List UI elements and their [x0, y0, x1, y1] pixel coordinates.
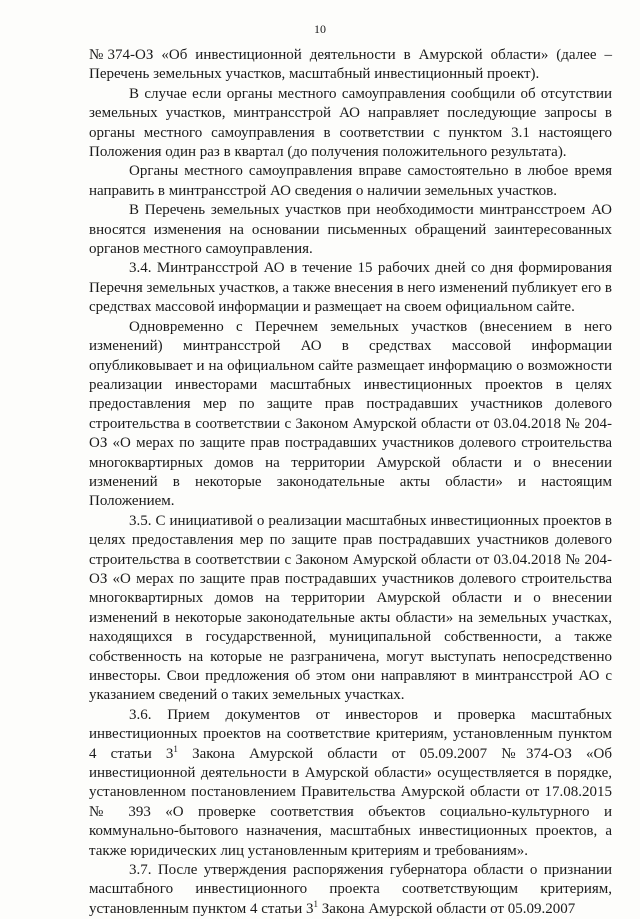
paragraph-2: В случае если органы местного самоуправления сообщили об отсутствии земельных участков, минтрансстрой АО направляет последующие запросы в органы местного самоуправления в соответствии с пунктом 3.1 настоящего Положения один раз в квартал (до получения положительного результата). — [89, 85, 612, 161]
paragraph-1: №374-ОЗ «Об инвестиционной деятельности в Амурской области» (далее – Перечень земельных участков, масштабный инвестиционный проект). — [89, 47, 612, 83]
paragraph-3-5: 3.5. С инициативой о реализации масштабных инвестиционных проектов в целях предоставления мер по защите прав пострадавших участников долевого строительства в соответствии с Законом Амурской области от 03.04.2018 № 204-ОЗ «О мерах по защите прав пострадавших участников долевого строительства многоквартирных домов на территории Амурской области и о внесении изменений в некоторые законодательные акты области» на земельных участках, находящихся в государственной, муниципальной собственности, а также собственность на которые не разграничена, могут выступать непосредственно инвесторы. Свои предложения об этом они направляют в минтрансстрой АО с указанием сведений о таких земельных участках. — [89, 512, 612, 704]
paragraph-3-4: 3.4. Минтрансстрой АО в течение 15 рабочих дней со дня формирования Перечня земельных участков, а также внесения в него изменений публикует его в средствах массовой информации и размещает на своем официальном сайте. — [89, 260, 612, 316]
superscript: 1 — [313, 898, 319, 909]
paragraph-3-7-after: Закона Амурской области от 05.09.2007 — [318, 900, 576, 917]
paragraph-3-7-before: 3.7. После утверждения распоряжения губернатора области о признании масштабного инвестиционного проекта соответствующим критериям, установленным пунктом 4 статьи 3 — [89, 862, 612, 917]
paragraph-3: Органы местного самоуправления вправе самостоятельно в любое время направить в минтрансстрой АО сведения о наличии земельных участков. — [89, 163, 612, 199]
paragraph-6: Одновременно с Перечнем земельных участков (внесением в него изменений) минтрансстрой АО в средствах массовой информации опубликовывает и на официальном сайте размещает информацию о возможности реализации инвесторами масштабных инвестиционных проектов в целях предоставления мер по защите прав пострадавших участников долевого строительства в соответствии с Законом Амурской области от 03.04.2018 № 204-ОЗ «О мерах по защите прав пострадавших участников долевого строительства многоквартирных домов на территории Амурской области и о внесении изменений в некоторые законодательные акты области» и настоящим Положением. — [89, 318, 612, 510]
paragraph-3-6 — [89, 706, 612, 861]
paragraph-3-6-after: Закона Амурской области от 05.09.2007 №374-ОЗ «Об инвестиционной деятельности в Амурской области» осуществляется в порядке, установленном постановлением Правительства Амурской области от 17.08.2015 № 393 «О проверке соответствия объектов социально-культурного и коммунально-бытового назначения, масштабных инвестиционных проектов, а также юридических лиц установленным критериям и требованиям». — [89, 745, 612, 859]
document-body — [89, 46, 612, 919]
superscript: 1 — [173, 743, 178, 754]
page-number: 10 — [314, 22, 326, 36]
paragraph-4: В Перечень земельных участков при необходимости минтрансстроем АО вносятся изменения на основании письменных обращений заинтересованных органов местного самоуправления. — [89, 202, 612, 258]
paragraph-3-7 — [89, 861, 612, 919]
paragraph-3-6-before: 3.6. Прием документов от инвесторов и проверка масштабных инвестиционных проектов на соответствие критериям, установленным пунктом 4 статьи 3 — [89, 706, 612, 762]
